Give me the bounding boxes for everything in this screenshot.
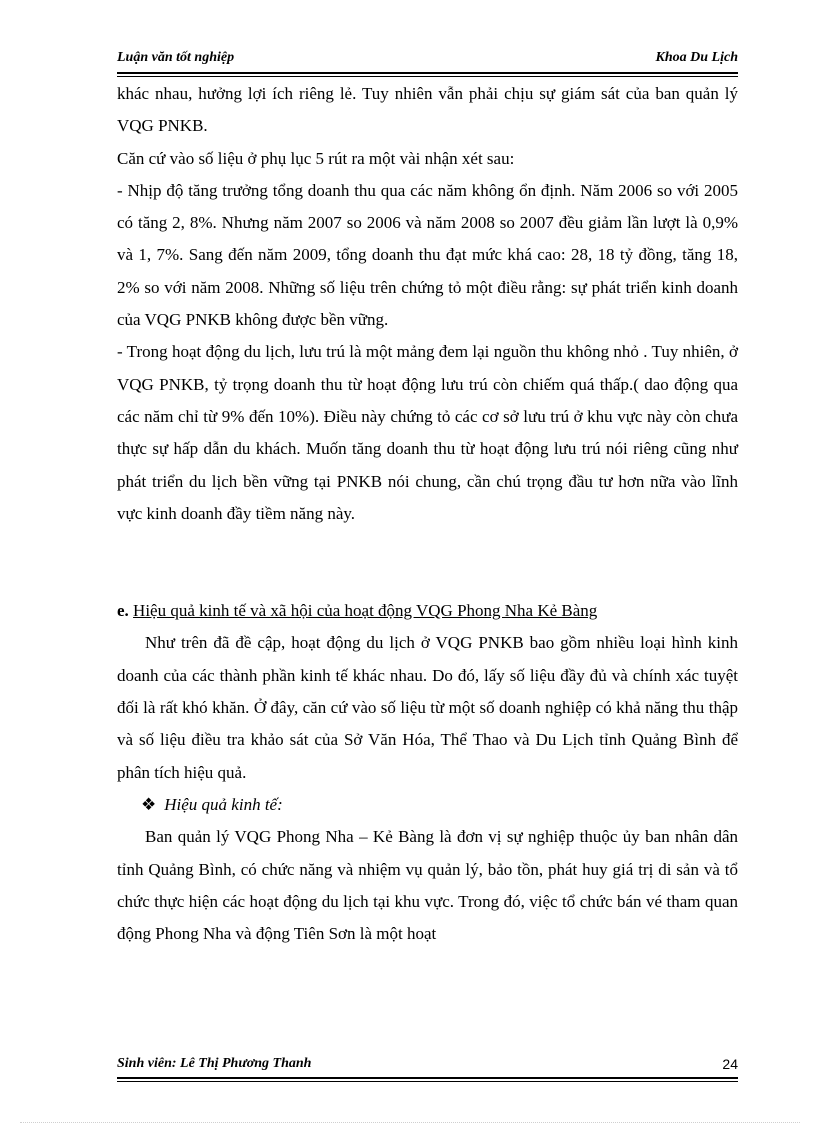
subheading-text: Hiệu quả kinh tế: (164, 794, 283, 814)
header-rule-thin (117, 76, 738, 77)
paragraph-1: khác nhau, hưởng lợi ích riêng lẻ. Tuy nhiên vẫn phải chịu sự giám sát của ban quản lý VQG PNKB. (117, 84, 738, 136)
footer-rule-thin (117, 1081, 738, 1082)
subheading (117, 789, 738, 821)
paragraph-4: - Trong hoạt động du lịch, lưu trú là một mảng đem lại nguồn thu không nhỏ . Tuy nhiên, ở VQG PNKB, tỷ trọng doanh thu từ hoạt động lưu trú còn chiếm quá thấp.( dao động qua các năm chỉ từ 9% đến 10%). Điều này chứng tỏ các cơ sở lưu trú ở khu vực này còn chưa thực sự hấp dẫn du khách. Muốn tăng doanh thu từ hoạt động lưu trú nói riêng cũng như phát triển du lịch bền vững tại PNKB nói chung, cần chú trọng đầu tư hơn nữa vào lĩnh vực kinh doanh đầy tiềm năng này. (117, 342, 738, 523)
section-heading (117, 595, 738, 627)
page-footer (117, 1056, 738, 1076)
paragraph-5: Như trên đã đề cập, hoạt động du lịch ở VQG PNKB bao gồm nhiều loại hình kinh doanh của các thành phần kinh tế khác nhau. Do đó, lấy số liệu đầy đủ và chính xác tuyệt đối là rất khó khăn. Ở đây, căn cứ vào số liệu từ một số doanh nghiệp có khả năng thu thập và số liệu điều tra khảo sát của Sở Văn Hóa, Thể Thao và Du Lịch tỉnh Quảng Bình để phân tích hiệu quả. (117, 633, 738, 782)
header-thesis-label: Luận văn tốt nghiệp (117, 50, 235, 65)
page-number: 24 (722, 1056, 738, 1072)
paragraph-gap (117, 530, 738, 595)
section-title: Hiệu quả kinh tế và xã hội của hoạt động VQG Phong Nha Kẻ Bàng (133, 601, 598, 621)
header-faculty-label: Khoa Du Lịch (655, 50, 738, 65)
paragraph-2: Căn cứ vào số liệu ở phụ lục 5 rút ra một vài nhận xét sau: (117, 148, 515, 168)
diamond-bullet-icon: ❖ (141, 794, 157, 814)
section-letter: e. (117, 601, 129, 621)
paragraph-3: - Nhịp độ tăng trưởng tổng doanh thu qua các năm không ổn định. Năm 2006 so với 2005 có tăng 2, 8%. Nhưng năm 2007 so 2006 và năm 2008 so 2007 đều giảm lần lượt là 0,9% và 1, 7%. Sang đến năm 2009, tổng doanh thu đạt mức khá cao: 28, 18 tỷ đồng, tăng 18, 2% so với năm 2008. Những số liệu trên chứng tỏ một điều rằng: sự phát triển kinh doanh của VQG PNKB không được bền vững. (117, 180, 738, 330)
footer-student-name: Sinh viên: Lê Thị Phương Thanh (117, 1056, 312, 1071)
footer-rule (117, 1077, 738, 1079)
page-header (117, 50, 738, 70)
body-text (117, 78, 738, 950)
paragraph-6: Ban quản lý VQG Phong Nha – Kẻ Bàng là đơn vị sự nghiệp thuộc ủy ban nhân dân tỉnh Quảng Bình, có chức năng và nhiệm vụ quản lý, bảo tồn, phát huy giá trị di sản và tổ chức thực hiện các hoạt động du lịch tại khu vực. Trong đó, việc tổ chức bán vé tham quan động Phong Nha và động Tiên Sơn là một hoạt (117, 827, 738, 944)
header-rule (117, 72, 738, 74)
